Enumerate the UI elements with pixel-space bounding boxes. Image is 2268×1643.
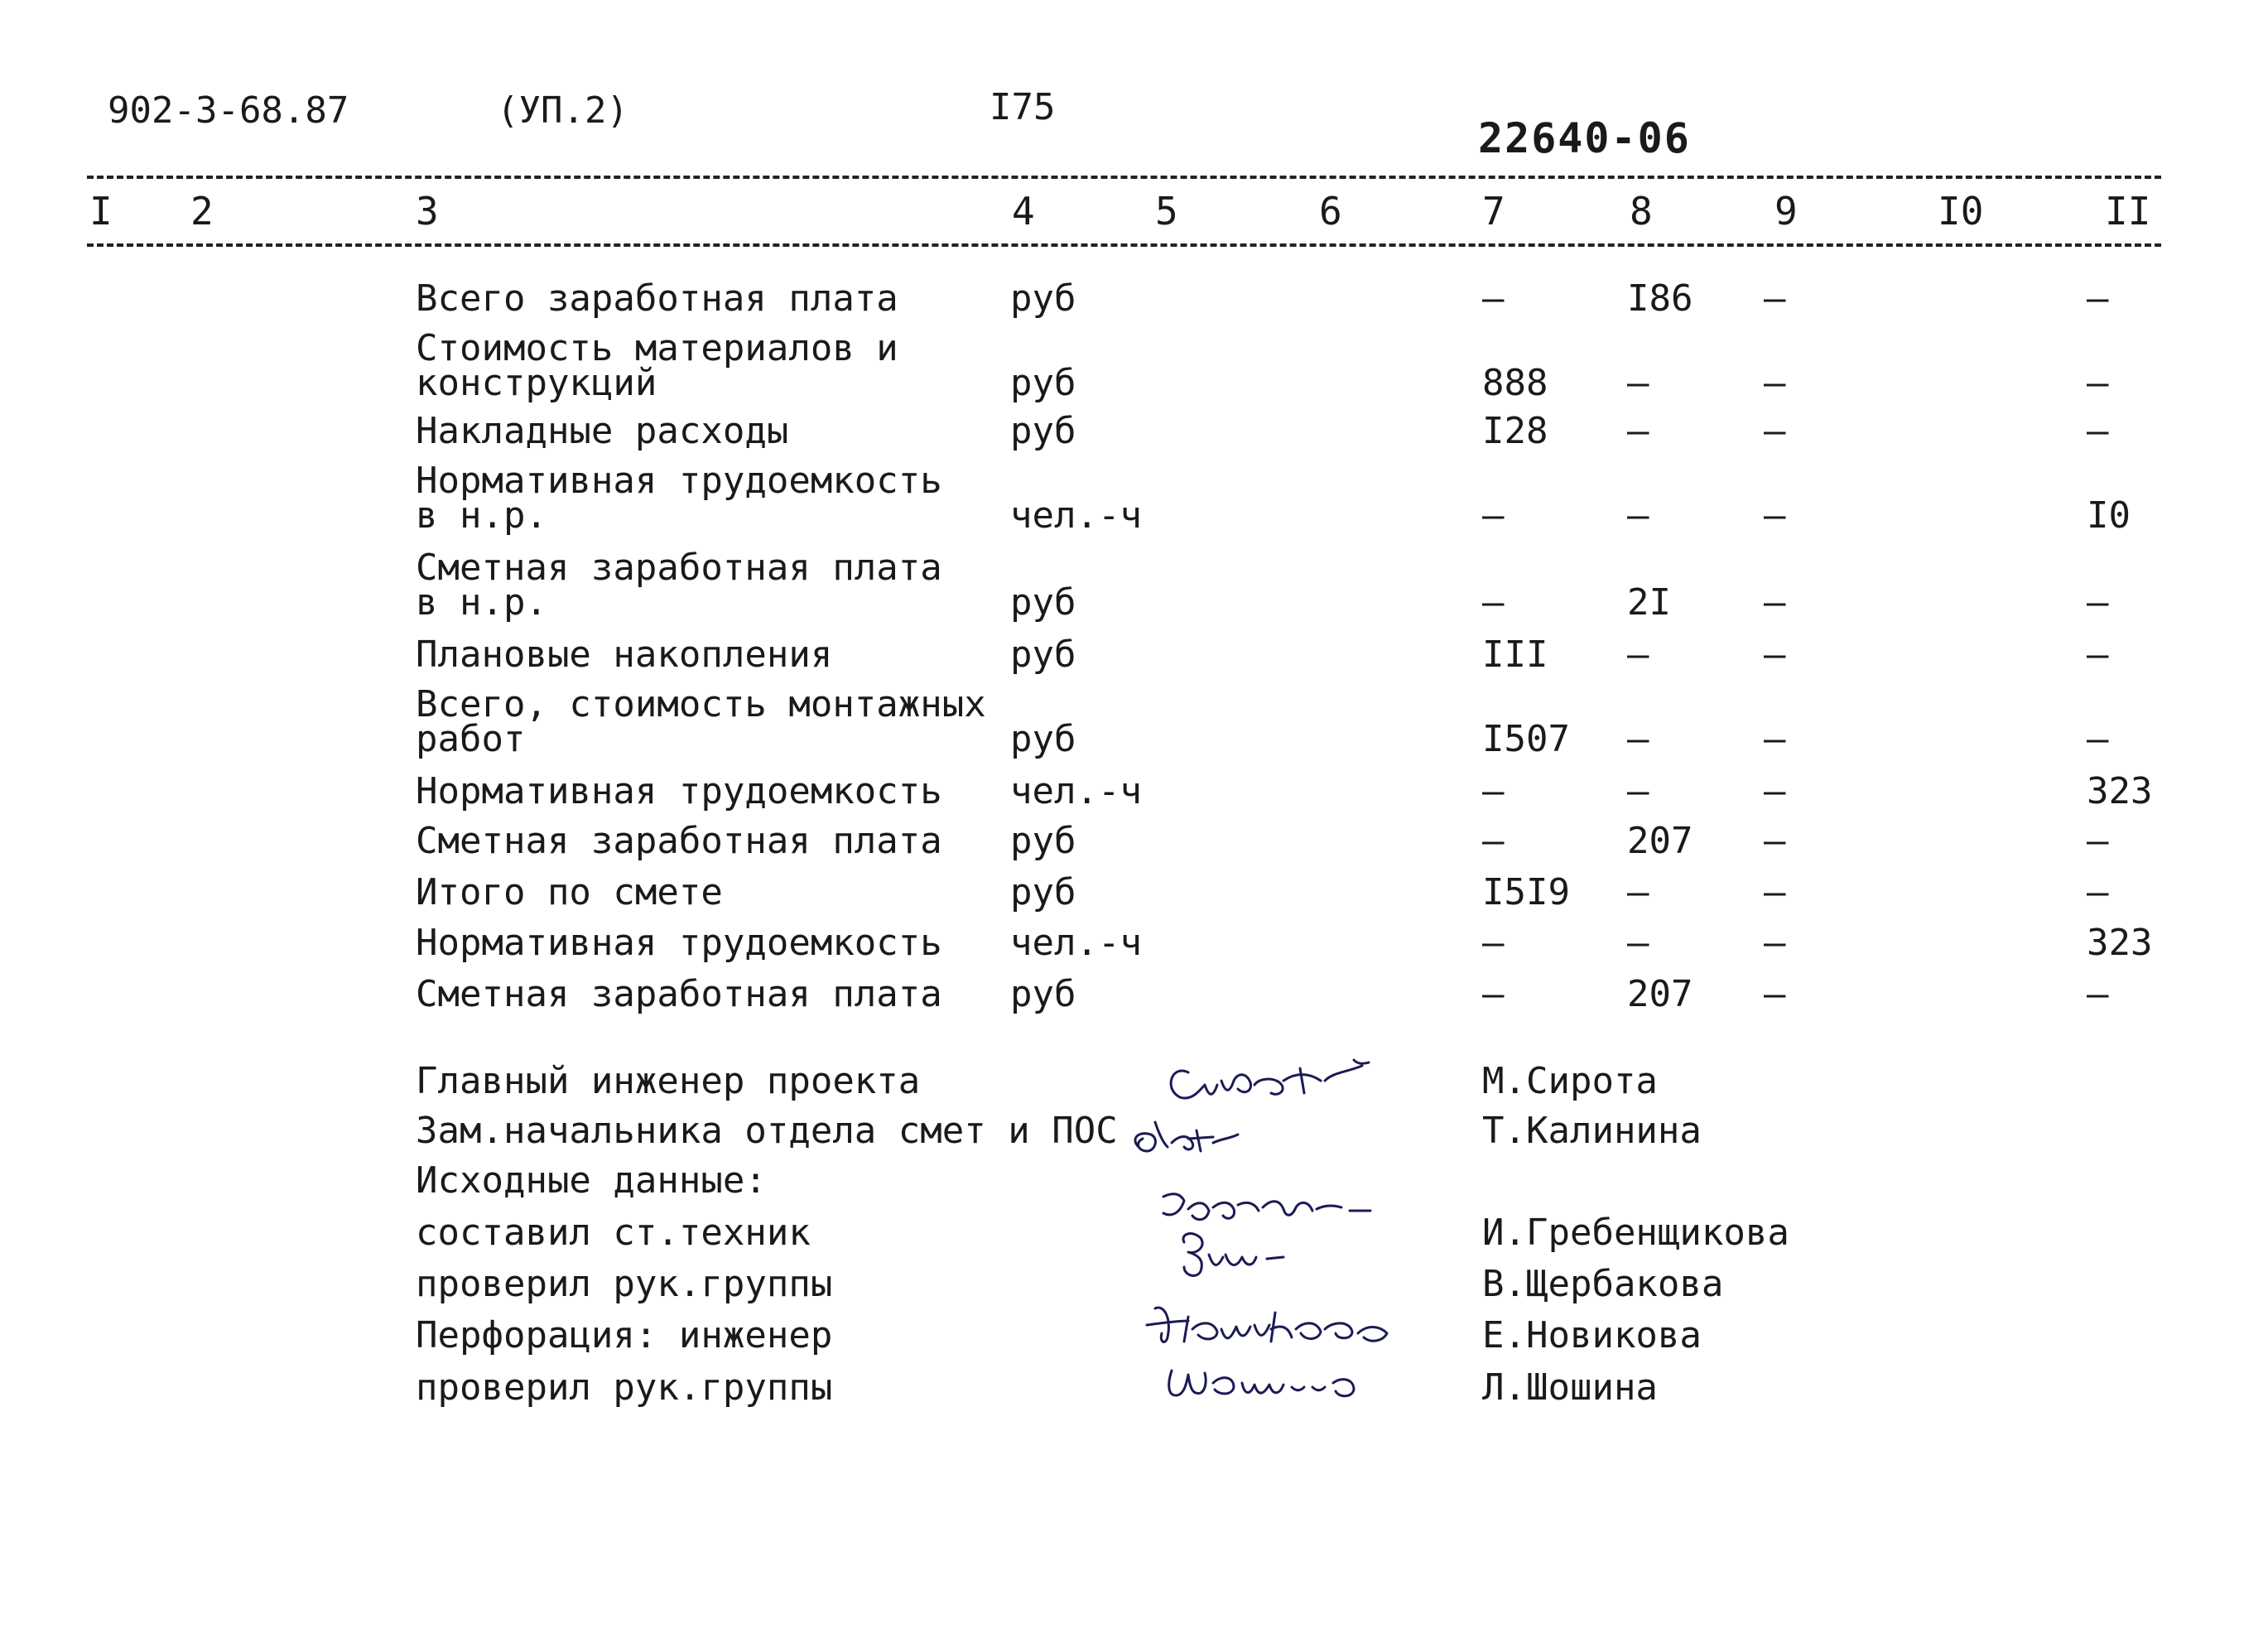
- row-value-c9: –: [1764, 973, 1786, 1015]
- row-description: Итого по смете: [416, 871, 723, 913]
- column-number: I: [89, 189, 113, 234]
- row-description: работ: [416, 718, 526, 760]
- row-value-c7: I507: [1482, 718, 1570, 760]
- row-value-c7: –: [1482, 581, 1505, 624]
- column-number: 7: [1482, 189, 1505, 234]
- row-value-c11: –: [2087, 820, 2109, 862]
- column-number: 6: [1319, 189, 1342, 234]
- signature-novikova: [1139, 1292, 1428, 1358]
- column-number: II: [2105, 189, 2151, 234]
- signature-role: Зам.начальника отдела смет и ПОС: [416, 1110, 1118, 1152]
- signature-role: Главный инженер проекта: [416, 1060, 921, 1102]
- signatory-name: И.Гребенщикова: [1482, 1212, 1789, 1254]
- row-description: в н.р.: [416, 581, 547, 624]
- row-value-c8: 207: [1627, 820, 1693, 862]
- row-unit: чел.-ч: [1010, 770, 1142, 812]
- row-description: Накладные расходы: [416, 410, 789, 452]
- signature-role: составил ст.техник: [416, 1212, 811, 1254]
- row-value-c8: –: [1627, 871, 1649, 913]
- row-description: Нормативная трудоемкость: [416, 770, 942, 812]
- row-value-c11: 323: [2087, 770, 2153, 812]
- row-description: Сметная заработная плата: [416, 973, 942, 1015]
- row-value-c11: –: [2087, 973, 2109, 1015]
- signatory-name: В.Щербакова: [1482, 1263, 1724, 1305]
- signature-role: Перфорация: инженер: [416, 1314, 833, 1356]
- row-value-c9: –: [1764, 277, 1786, 320]
- row-value-c9: –: [1764, 494, 1786, 537]
- row-value-c8: –: [1627, 634, 1649, 676]
- row-unit: руб: [1010, 973, 1076, 1015]
- row-value-c9: –: [1764, 820, 1786, 862]
- row-value-c7: I28: [1482, 410, 1548, 452]
- row-description: в н.р.: [416, 494, 547, 537]
- signature-grebenshchikova: [1147, 1176, 1395, 1292]
- row-value-c9: –: [1764, 871, 1786, 913]
- row-unit: чел.-ч: [1010, 494, 1142, 537]
- column-number: I0: [1938, 189, 1984, 234]
- column-number: 4: [1012, 189, 1035, 234]
- row-unit: руб: [1010, 362, 1076, 404]
- row-value-c8: 2I: [1627, 581, 1671, 624]
- header-bottom-rule: [87, 243, 2161, 247]
- row-value-c7: –: [1482, 973, 1505, 1015]
- row-unit: руб: [1010, 277, 1076, 320]
- column-number: 2: [190, 189, 214, 234]
- row-value-c7: I5I9: [1482, 871, 1570, 913]
- row-value-c9: –: [1764, 581, 1786, 624]
- column-number: 8: [1630, 189, 1653, 234]
- row-description: Плановые накопления: [416, 634, 833, 676]
- row-value-c7: III: [1482, 634, 1548, 676]
- row-description: Всего, стоимость монтажных: [416, 683, 986, 725]
- row-value-c7: –: [1482, 922, 1505, 964]
- inventory-number: 22640-06: [1478, 114, 1691, 162]
- row-value-c11: –: [2087, 410, 2109, 452]
- row-value-c11: 323: [2087, 922, 2153, 964]
- row-unit: руб: [1010, 718, 1076, 760]
- row-value-c7: –: [1482, 770, 1505, 812]
- row-value-c7: –: [1482, 277, 1505, 320]
- signatory-name: Л.Шошина: [1482, 1366, 1658, 1409]
- row-value-c7: 888: [1482, 362, 1548, 404]
- signature-sirota: [1155, 1048, 1387, 1114]
- row-description: Стоимость материалов и: [416, 327, 898, 369]
- row-value-c11: –: [2087, 362, 2109, 404]
- row-value-c9: –: [1764, 634, 1786, 676]
- row-value-c8: I86: [1627, 277, 1693, 320]
- page-number: I75: [990, 86, 1056, 128]
- row-unit: руб: [1010, 410, 1076, 452]
- row-value-c9: –: [1764, 770, 1786, 812]
- signature-role: Исходные данные:: [416, 1159, 767, 1202]
- document-code: 902-3-68.87: [108, 89, 349, 132]
- row-value-c11: –: [2087, 718, 2109, 760]
- row-value-c11: –: [2087, 871, 2109, 913]
- row-value-c9: –: [1764, 922, 1786, 964]
- signatory-name: Е.Новикова: [1482, 1314, 1702, 1356]
- row-value-c8: 207: [1627, 973, 1693, 1015]
- row-value-c9: –: [1764, 410, 1786, 452]
- header-top-rule: [87, 176, 2161, 179]
- row-value-c11: –: [2087, 277, 2109, 320]
- row-description: Всего заработная плата: [416, 277, 898, 320]
- row-description: конструкций: [416, 362, 657, 404]
- row-value-c9: –: [1764, 718, 1786, 760]
- row-value-c8: –: [1627, 362, 1649, 404]
- row-value-c8: –: [1627, 718, 1649, 760]
- signature-role: проверил рук.группы: [416, 1366, 833, 1409]
- column-number: 3: [416, 189, 439, 234]
- row-value-c7: –: [1482, 494, 1505, 537]
- row-value-c11: –: [2087, 581, 2109, 624]
- album-label: (УП.2): [497, 89, 628, 132]
- row-value-c11: I0: [2087, 494, 2131, 537]
- row-unit: руб: [1010, 581, 1076, 624]
- row-value-c8: –: [1627, 410, 1649, 452]
- row-value-c7: –: [1482, 820, 1505, 862]
- row-description: Сметная заработная плата: [416, 820, 942, 862]
- signatory-name: Т.Калинина: [1482, 1110, 1702, 1152]
- row-value-c8: –: [1627, 922, 1649, 964]
- row-value-c8: –: [1627, 770, 1649, 812]
- signature-kalinina: [1122, 1106, 1271, 1164]
- signature-role: проверил рук.группы: [416, 1263, 833, 1305]
- row-value-c11: –: [2087, 634, 2109, 676]
- row-unit: чел.-ч: [1010, 922, 1142, 964]
- row-unit: руб: [1010, 820, 1076, 862]
- row-value-c8: –: [1627, 494, 1649, 537]
- row-description: Нормативная трудоемкость: [416, 922, 942, 964]
- column-number: 9: [1774, 189, 1798, 234]
- row-unit: руб: [1010, 871, 1076, 913]
- signatory-name: М.Сирота: [1482, 1060, 1658, 1102]
- row-description: Сметная заработная плата: [416, 547, 942, 589]
- signature-shoshina: [1155, 1350, 1404, 1408]
- column-number: 5: [1155, 189, 1178, 234]
- row-unit: руб: [1010, 634, 1076, 676]
- row-description: Нормативная трудоемкость: [416, 460, 942, 502]
- row-value-c9: –: [1764, 362, 1786, 404]
